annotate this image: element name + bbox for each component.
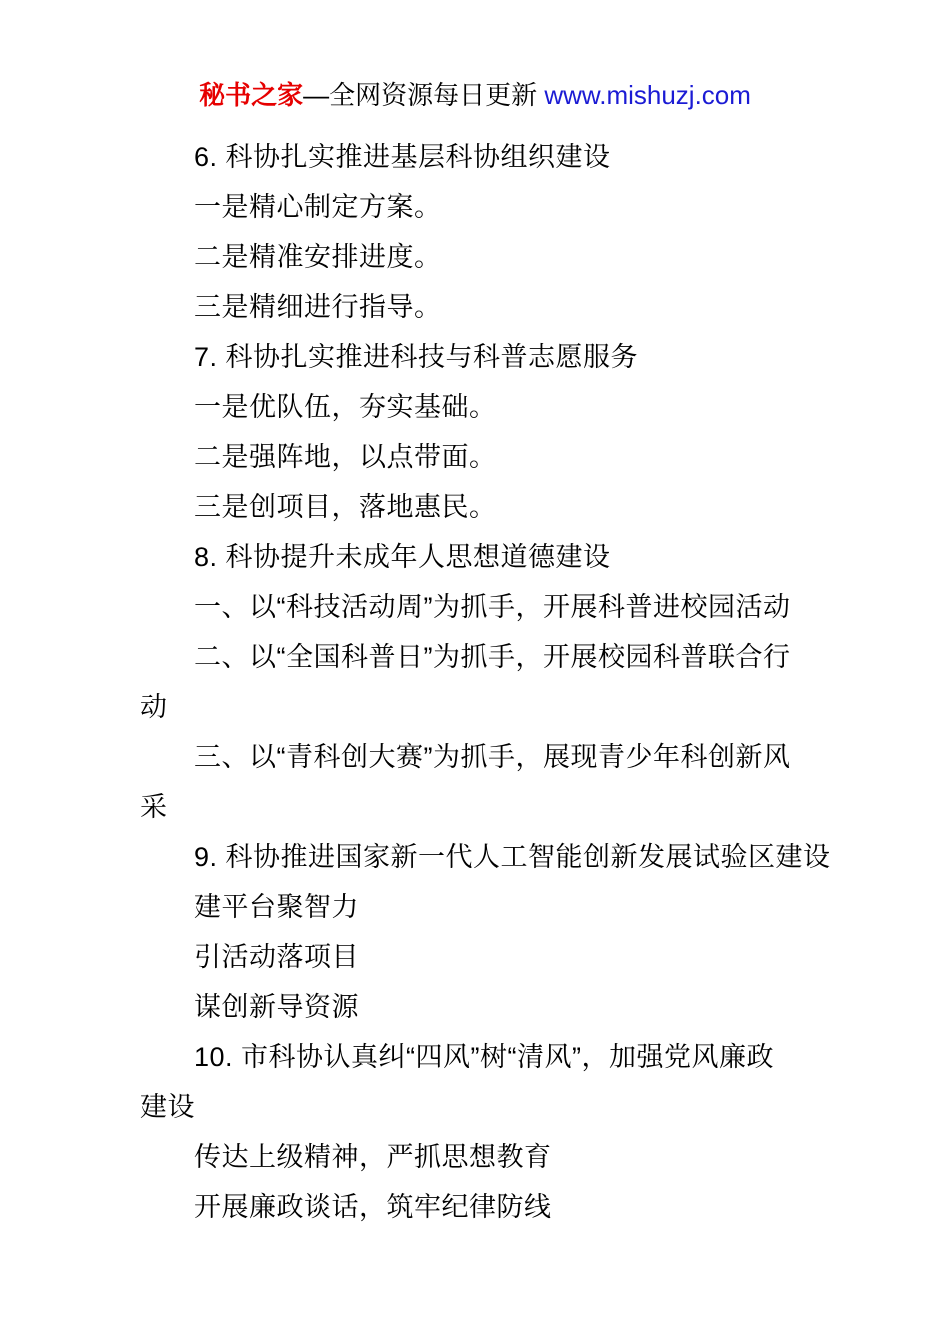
site-header xyxy=(140,80,810,110)
paragraph-line: 传达上级精神，严抓思想教育 xyxy=(194,1142,552,1172)
paragraph-line: 动 xyxy=(140,692,168,722)
paragraph-line: 采 xyxy=(140,792,168,822)
paragraph-line: 8. 科协提升未成年人思想道德建设 xyxy=(194,542,611,572)
paragraph-line: 三是创项目，落地惠民。 xyxy=(194,492,497,522)
paragraph-line: 一是精心制定方案。 xyxy=(194,192,442,222)
paragraph-line: 开展廉政谈话，筑牢纪律防线 xyxy=(194,1192,552,1222)
paragraph-line: 10. 市科协认真纠“四风”树“清风”，加强党风廉政 xyxy=(194,1042,774,1072)
paragraph-line: 6. 科协扎实推进基层科协组织建设 xyxy=(194,142,611,172)
paragraph-line: 谋创新导资源 xyxy=(194,992,359,1022)
paragraph-line: 7. 科协扎实推进科技与科普志愿服务 xyxy=(194,342,639,372)
site-url-link[interactable]: www.mishuzj.com xyxy=(544,80,751,110)
paragraph-line: 一是优队伍，夯实基础。 xyxy=(194,392,497,422)
brand-name: 秘书之家 xyxy=(199,80,304,110)
header-tagline: —全网资源每日更新 xyxy=(303,80,545,110)
paragraph-line: 一、以“科技活动周”为抓手，开展科普进校园活动 xyxy=(194,592,791,622)
paragraph-line: 二是强阵地，以点带面。 xyxy=(194,442,497,472)
document-body xyxy=(140,132,831,1232)
paragraph-line: 三、以“青科创大赛”为抓手，展现青少年科创新风 xyxy=(194,742,791,772)
paragraph-line: 9. 科协推进国家新一代人工智能创新发展试验区建设 xyxy=(194,842,831,872)
paragraph-line: 建设 xyxy=(140,1092,195,1122)
paragraph-line: 三是精细进行指导。 xyxy=(194,292,442,322)
paragraph-line: 建平台聚智力 xyxy=(194,892,359,922)
paragraph-line: 二、以“全国科普日”为抓手，开展校园科普联合行 xyxy=(194,642,791,672)
paragraph-line: 二是精准安排进度。 xyxy=(194,242,442,272)
paragraph-line: 引活动落项目 xyxy=(194,942,359,972)
